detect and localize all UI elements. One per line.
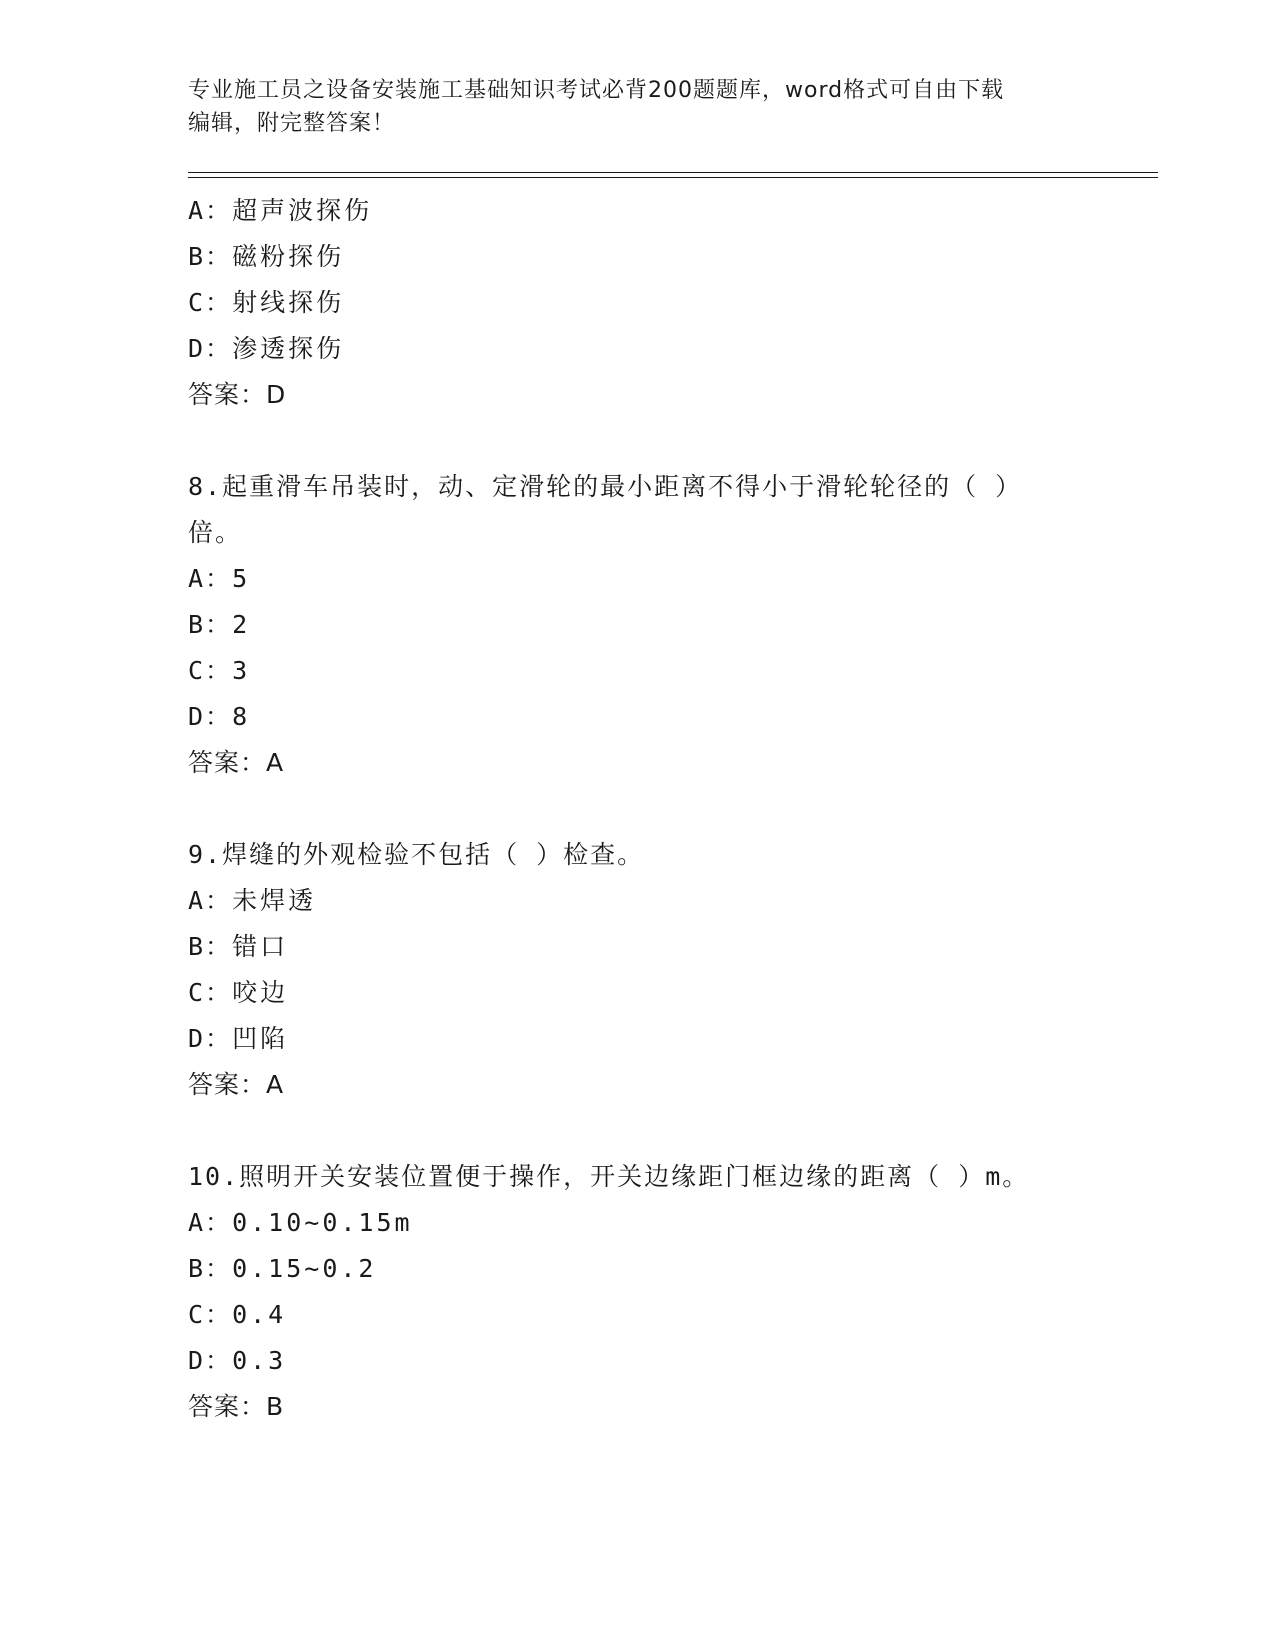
question-10 [188, 1154, 1158, 1430]
option-c: C：3 [188, 656, 251, 685]
option-d: D：8 [188, 702, 251, 731]
option-d: D：0.3 [188, 1346, 287, 1375]
header-line-1: 专业施工员之设备安装施工基础知识考试必背200题题库，word格式可自由下载 [188, 78, 1005, 103]
answer-label: 答案：A [188, 748, 285, 777]
question-text: 9.焊缝的外观检验不包括（ ）检查。 [188, 840, 645, 869]
option-b: B：错口 [188, 932, 289, 961]
header-divider-top [188, 172, 1158, 173]
answer-label: 答案：A [188, 1070, 285, 1099]
option-a: A：5 [188, 564, 251, 593]
question-list [188, 188, 1158, 1430]
answer-label: 答案：D [188, 380, 287, 409]
question-text: 8.起重滑车吊装时，动、定滑轮的最小距离不得小于滑轮轮径的（ ） [188, 472, 1023, 501]
header-divider-bottom [188, 177, 1158, 178]
option-a: A：超声波探伤 [188, 196, 373, 225]
option-b: B：磁粉探伤 [188, 242, 345, 271]
question-text-cont: 倍。 [188, 518, 243, 547]
document-header [188, 74, 1068, 140]
option-d: D：凹陷 [188, 1024, 289, 1053]
option-b: B：2 [188, 610, 251, 639]
option-a: A：未焊透 [188, 886, 317, 915]
question-8 [188, 464, 1158, 786]
option-c: C：射线探伤 [188, 288, 345, 317]
question-7 [188, 188, 1158, 418]
option-a: A：0.10~0.15m [188, 1208, 413, 1237]
question-text: 10.照明开关安装位置便于操作，开关边缘距门框边缘的距离（ ）m。 [188, 1162, 1030, 1191]
answer-label: 答案：B [188, 1392, 285, 1421]
question-9 [188, 832, 1158, 1108]
option-c: C：咬边 [188, 978, 289, 1007]
option-c: C：0.4 [188, 1300, 287, 1329]
option-b: B：0.15~0.2 [188, 1254, 377, 1283]
header-line-2: 编辑，附完整答案！ [188, 111, 396, 136]
option-d: D：渗透探伤 [188, 334, 345, 363]
